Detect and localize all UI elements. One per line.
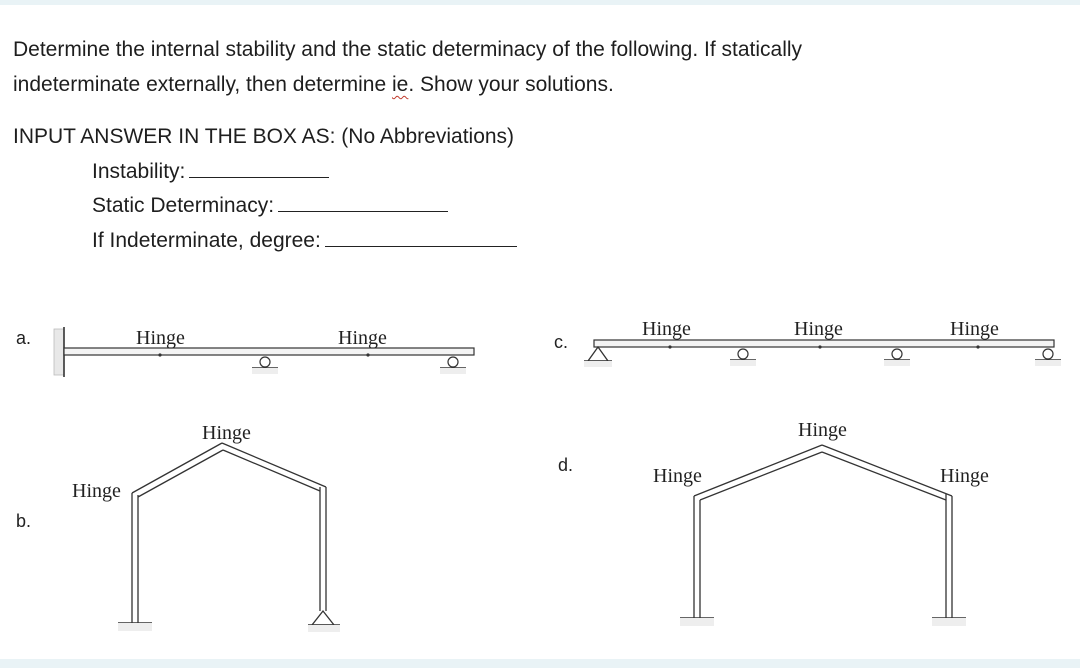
question-sheet: [0, 5, 1080, 659]
degree-label: If Indeterminate, degree:: [92, 229, 321, 252]
determinacy-answer-blank[interactable]: [278, 210, 448, 212]
hinge-label-2: Hinge: [338, 327, 387, 349]
figure-a-label: a.: [16, 328, 32, 348]
spellcheck-word-ie: ie: [391, 73, 409, 96]
question-line-2-start: indeterminate externally, then determine: [13, 73, 392, 96]
pin-support: [584, 347, 612, 367]
beam-member: [64, 348, 474, 355]
fixed-support-right: [932, 618, 966, 626]
left-rafter: [132, 443, 222, 493]
question-line-2-end: . Show your solutions.: [408, 73, 614, 96]
hinge-point-1: [668, 345, 671, 348]
hinge-point-2: [818, 345, 821, 348]
hinge-point-2: [366, 353, 369, 356]
figure-c-label: c.: [554, 332, 569, 352]
instability-answer-blank[interactable]: [189, 176, 329, 178]
fixed-support-wall: [54, 329, 64, 375]
figure-d-frame: [640, 410, 1020, 635]
beam-member: [594, 340, 1054, 347]
roller-support-3: [1035, 349, 1061, 366]
question-line-2: [13, 73, 614, 97]
figure-c-beam: [580, 310, 1070, 375]
roller-support-1: [252, 357, 278, 374]
figure-a-beam: [40, 315, 490, 390]
hinge-label-right: Hinge: [940, 465, 989, 487]
roller-support-1: [730, 349, 756, 366]
instability-field: [92, 160, 329, 184]
hinge-label-left: Hinge: [72, 480, 121, 502]
hinge-label-2: Hinge: [794, 318, 843, 340]
degree-answer-blank[interactable]: [325, 245, 517, 247]
figure-d-label: d.: [558, 455, 574, 475]
fixed-support-left: [680, 618, 714, 626]
fixed-support: [118, 623, 152, 631]
left-rafter-inner: [700, 452, 822, 500]
right-rafter: [222, 443, 326, 487]
hinge-point-3: [976, 345, 979, 348]
hinge-label-top: Hinge: [202, 422, 251, 444]
hinge-point-1: [158, 353, 161, 356]
hinge-label-top: Hinge: [798, 419, 847, 441]
hinge-label-3: Hinge: [950, 318, 999, 340]
figure-b-frame: [60, 415, 380, 645]
figure-b-label: b.: [16, 511, 32, 531]
roller-support-2: [440, 357, 466, 374]
pin-support: [308, 611, 340, 632]
instruction-text: INPUT ANSWER IN THE BOX AS: (No Abbreviations): [13, 125, 515, 148]
determinacy-field: [92, 194, 448, 218]
roller-support-2: [884, 349, 910, 366]
instability-label: Instability:: [92, 160, 186, 183]
right-rafter: [822, 445, 952, 496]
question-line-1: Determine the internal stability and the static determinacy of the following. If statically: [13, 38, 803, 61]
hinge-label-1: Hinge: [642, 318, 691, 340]
hinge-label-left: Hinge: [653, 465, 702, 487]
left-rafter: [694, 445, 822, 496]
determinacy-label: Static Determinacy:: [92, 194, 275, 217]
degree-field: [92, 229, 517, 253]
hinge-label-1: Hinge: [136, 327, 185, 349]
